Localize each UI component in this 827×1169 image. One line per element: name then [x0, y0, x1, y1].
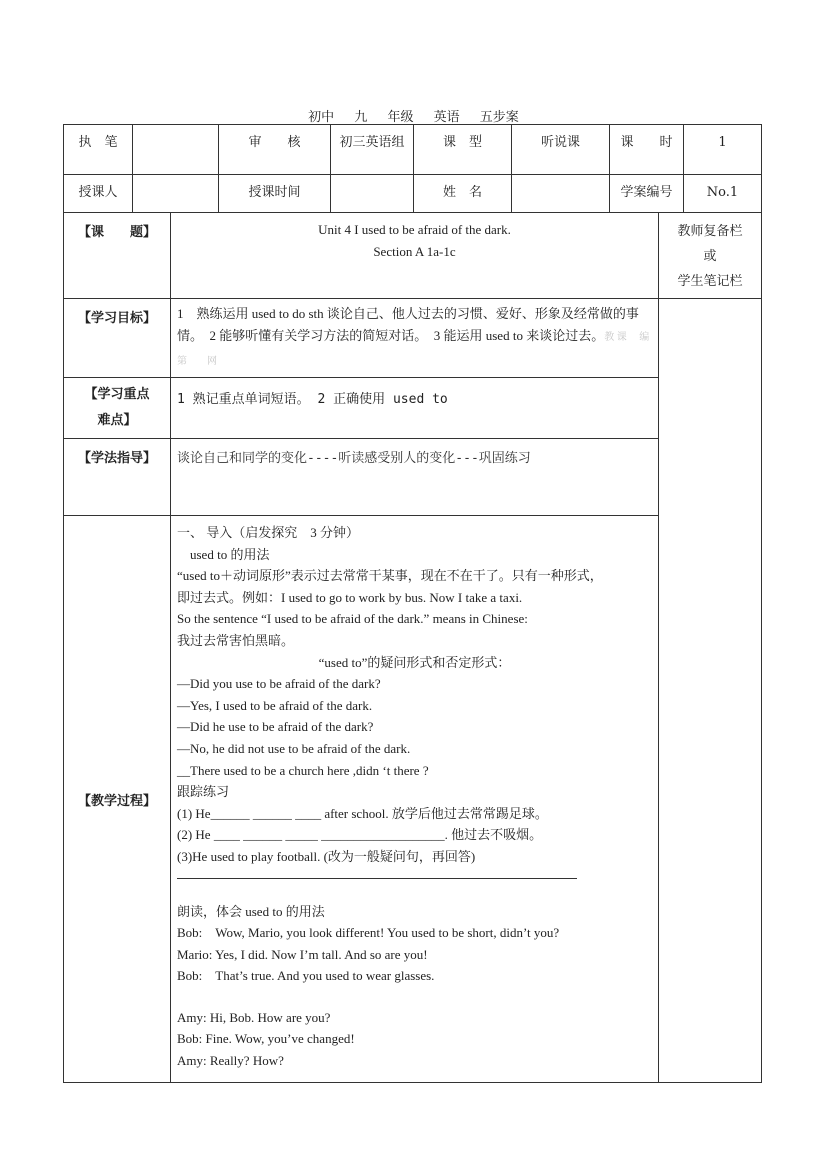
label-teach-time: 授课时间 [219, 175, 331, 213]
process-label: 【教学过程】 [64, 516, 171, 1083]
label-periods: 课 时 [610, 125, 684, 175]
label-reviewer: 审 核 [219, 125, 331, 175]
process-cell [171, 516, 659, 1083]
side-notes-column [659, 299, 762, 1083]
label-writer: 执 笔 [64, 125, 133, 175]
value-teacher [133, 175, 219, 213]
process-line: “used to＋动词原形”表示过去常常干某事，现在不在干了。只有一种形式， [177, 568, 603, 584]
dialogue-line: Bob: That’s true. And you used to wear glasses. [177, 968, 435, 984]
dialogue-line: Amy: Really? How? [177, 1053, 284, 1069]
title-part-3: 年级 [387, 110, 414, 125]
side-label-3: 学生笔记栏 [677, 274, 743, 289]
label-name: 姓 名 [414, 175, 512, 213]
side-label-2: 或 [703, 249, 717, 264]
key-label-line-1: 【学习重点 [84, 387, 150, 402]
title-part-2: 九 [354, 110, 368, 125]
process-line: —No, he did not use to be afraid of the dark. [177, 740, 411, 756]
goal-faint-text: 教 课 编 第 网 [177, 332, 660, 367]
dialogue-line: Bob: Wow, Mario, you look different! You used to be short, didn’t you? [177, 925, 560, 941]
info-table [63, 124, 762, 213]
process-line: __There used to be a church here ,didn ‘t there ? [177, 762, 429, 778]
side-label-1: 教师复备栏 [677, 224, 743, 239]
key-label-line-2: 难点】 [97, 413, 137, 428]
process-line: 即过去式。例如：I used to go to work by bus. Now I take a taxi. [177, 589, 523, 605]
reading-title: 朗读，体会 used to 的用法 [177, 903, 325, 919]
title-part-1: 初中 [308, 110, 335, 125]
dialogue-line: Mario: Yes, I did. Now I’m tall. And so are you! [177, 946, 428, 962]
process-line: (2) He ____ ______ _____ ___________________. 他过去不吸烟。 [177, 827, 543, 843]
value-periods: 1 [684, 125, 762, 175]
answer-blank-line[interactable] [177, 868, 577, 879]
process-line: —Did he use to be afraid of the dark? [177, 719, 374, 735]
process-line: used to 的用法 [177, 546, 270, 562]
lesson-table [63, 212, 762, 1083]
value-writer [133, 125, 219, 175]
topic-line-2: Section A 1a-1c [373, 243, 456, 259]
title-part-4: 英语 [433, 110, 460, 125]
method-label: 【学法指导】 [64, 439, 171, 516]
value-name [512, 175, 610, 213]
value-class-type: 听说课 [512, 125, 610, 175]
goal-label: 【学习目标】 [64, 299, 171, 378]
value-reviewer: 初三英语组 [331, 125, 414, 175]
goal-cell [171, 299, 659, 378]
process-line: (3)He used to play football. (改为一般疑问句，再回答) [177, 848, 476, 864]
topic-label: 【课 题】 [64, 213, 171, 299]
process-line: —Did you use to be afraid of the dark? [177, 676, 381, 692]
method-text: 谈论自己和同学的变化----听读感受别人的变化---巩固练习 [171, 439, 659, 516]
key-text: 1 熟记重点单词短语。 2 正确使用 used to [171, 378, 659, 439]
topic-cell [171, 213, 659, 299]
document-title [0, 106, 827, 125]
value-teach-time [331, 175, 414, 213]
process-line: “used to”的疑问形式和否定形式： [318, 654, 511, 670]
value-plan-number: No.1 [684, 175, 762, 213]
process-line: 跟踪练习 [177, 784, 230, 800]
side-header [659, 213, 762, 299]
process-line: So the sentence “I used to be afraid of the dark.” means in Chinese: [177, 611, 528, 627]
goal-text: 1 熟练运用 used to do sth 谈论自己、他人过去的习惯、爱好、形象及经常做的事情。 2 能够听懂有关学习方法的简短对话。 3 能运用 used to 来谈论过去。 [177, 306, 639, 343]
key-label [64, 378, 171, 439]
process-line: 我过去常害怕黑暗。 [177, 632, 295, 648]
label-class-type: 课 型 [414, 125, 512, 175]
topic-line-1: Unit 4 I used to be afraid of the dark. [318, 222, 511, 237]
dialogue-line: Amy: Hi, Bob. How are you? [177, 1009, 331, 1025]
process-line: —Yes, I used to be afraid of the dark. [177, 697, 373, 713]
title-part-5: 五步案 [479, 110, 519, 125]
dialogue-line: Bob: Fine. Wow, you’ve changed! [177, 1031, 355, 1047]
label-plan-number: 学案编号 [610, 175, 684, 213]
label-teacher: 授课人 [64, 175, 133, 213]
process-line: (1) He______ ______ ____ after school. 放学后他过去常常踢足球。 [177, 805, 548, 821]
process-line: 一、 导入（启发探究 3 分钟） [177, 525, 360, 540]
